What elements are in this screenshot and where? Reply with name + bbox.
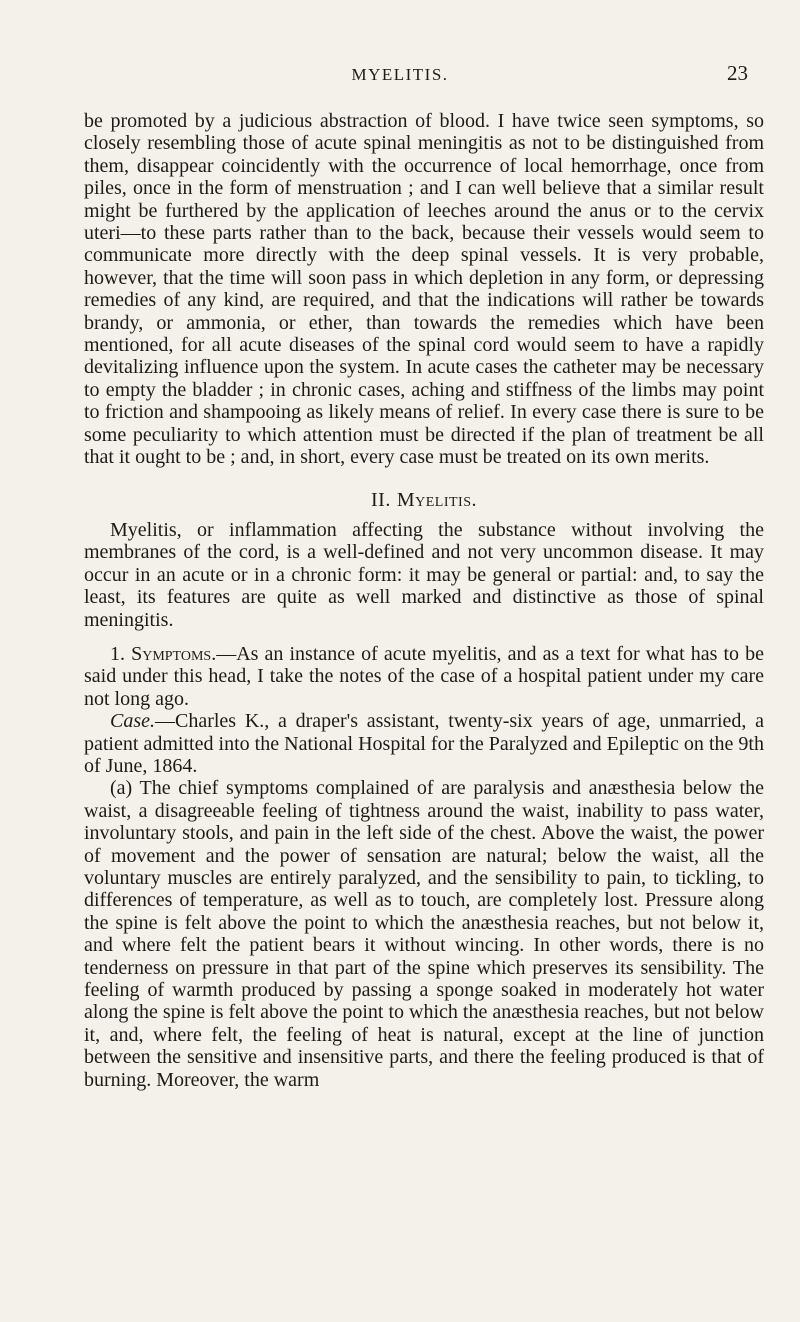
- paragraph-symptoms: [84, 643, 764, 710]
- body-text: [84, 110, 764, 1091]
- paragraph-case: [84, 710, 764, 777]
- page-number: 23: [727, 61, 748, 85]
- section-number: II.: [371, 488, 391, 511]
- running-header: [0, 58, 800, 85]
- running-title: MYELITIS.: [351, 65, 449, 84]
- section-heading: [84, 489, 764, 511]
- paragraph-myelitis-definition: Myelitis, or inflammation affecting the substance without involving the membranes of the cord, is a well-defined and not very uncommon disease. It may occur in an acute or in a chronic form: it may be general or partial: and, to say the least, its features are quite as well marked and distinctive as those of spinal meningitis.: [84, 518, 764, 631]
- case-label: Case.: [110, 710, 155, 733]
- paragraph-chief-symptoms: (a) The chief symptoms complained of are paralysis and anæsthesia below the waist, a disagreeable feeling of tightness around the waist, inability to pass water, involuntary stools, and pain in the left side of the chest. Above the waist, the power of movement and the power of sensation are natural; below the waist, all the voluntary muscles are entirely paralyzed, and the sensibility to pain, to tickling, to differences of temperature, as well as to touch, are completely lost. Pressure along the spine is felt above the point to which the anæsthesia reaches, but not below it, and where felt the patient bears it without wincing. In other words, there is no tenderness on pressure in that part of the spine which preserves its sensibility. The feeling of warmth produced by passing a sponge soaked in moderately hot water along the spine is felt above the point to which the anæsthesia reaches, but not below it, and, where felt, the feeling of heat is natural, except at the line of junction between the sensitive and insensitive parts, and there the feeling produced is that of burning. Moreover, the warm: [84, 777, 764, 1091]
- symptoms-label: 1. Symptoms.: [110, 642, 217, 665]
- symptoms-text: —As an instance of acute myelitis, and as a text for what has to be said under this head, I take the notes of the case of a hospital patient under my care not long ago.: [84, 642, 764, 710]
- case-text: —Charles K., a draper's assistant, twenty-six years of age, unmarried, a patient admitted into the National Hospital for the Paralyzed and Epileptic on the 9th of June, 1864.: [84, 710, 764, 777]
- section-title: Myelitis.: [396, 488, 477, 511]
- paragraph-treatment-continued: be promoted by a judicious abstraction of blood. I have twice seen symptoms, so closely resembling those of acute spinal meningitis as not to be distinguished from them, disappear coincidently with the occurrence of local hemorrhage, once from piles, once in the form of menstruation ; and I can well believe that a similar result might be furthered by the application of leeches around the anus or to the cervix uteri—to these parts rather than to the back, because their vessels would seem to communicate more directly with the deep spinal vessels. It is very probable, however, that the time will soon pass in which depletion in any form, or depressing remedies of any kind, are required, and that the indications will rather be towards brandy, or ammonia, or ether, than towards the remedies which have been mentioned, for all acute diseases of the spinal cord would seem to have a rapidly devitalizing influence upon the system. In acute cases the catheter may be necessary to empty the bladder ; in chronic cases, aching and stiffness of the limbs may point to friction and shampooing as likely means of relief. In every case there is sure to be some peculiarity to which attention must be directed if the plan of treatment be all that it ought to be ; and, in short, every case must be treated on its own merits.: [84, 110, 764, 469]
